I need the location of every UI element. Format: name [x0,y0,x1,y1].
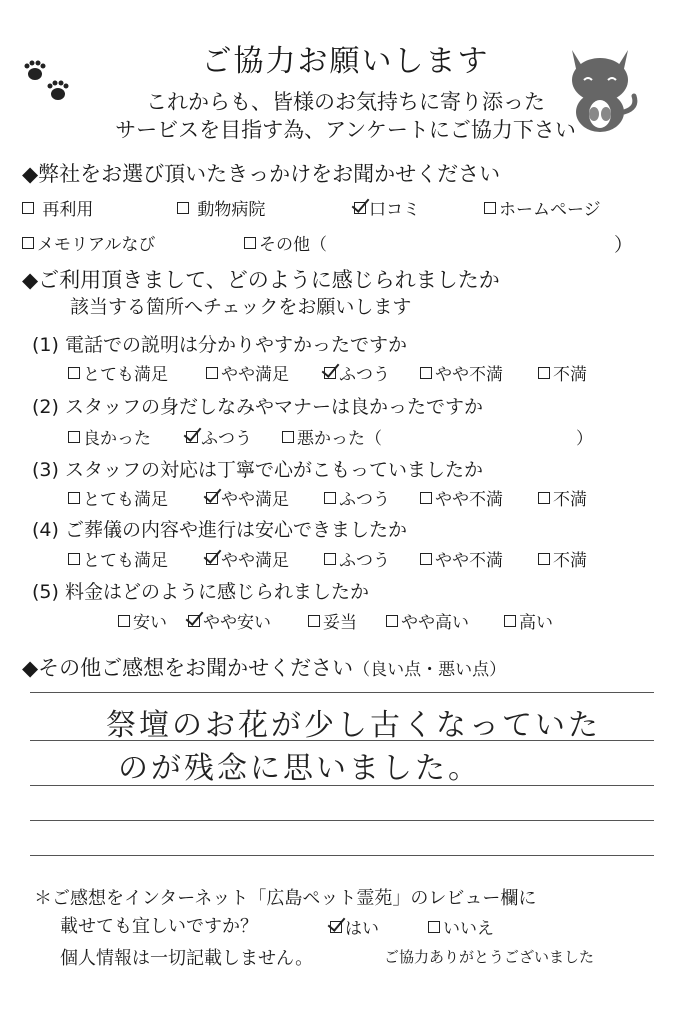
q2-item-2-question: (2) スタッフの身だしなみやマナーは良かったですか [32,396,483,418]
option[interactable]: やや高い [386,608,469,633]
checkbox[interactable] [68,492,80,504]
q1-option-vet[interactable]: 動物病院 [177,195,265,220]
q1-option-homepage[interactable]: ホームページ [484,195,601,220]
q2-item-3-question: (3) スタッフの対応は丁寧で心がこもっていましたか [32,459,483,481]
q2-item-4-question: (4) ご葬儀の内容や進行は安心できましたか [32,519,407,541]
handwritten-answer-line-2: のが残念に思いました。 [118,751,481,786]
checkbox[interactable] [282,431,294,443]
option[interactable]: 高い [504,608,553,633]
q1-option-other[interactable]: その他（ [244,230,327,255]
checkbox[interactable] [68,553,80,565]
checkbox[interactable] [206,492,218,504]
checkbox[interactable] [206,553,218,565]
option[interactable]: ふつう [186,424,252,449]
checkbox[interactable] [308,615,320,627]
page-title: ご協力お願いします [201,44,490,79]
checkbox[interactable] [324,492,336,504]
checkbox[interactable] [68,367,80,379]
checkbox[interactable] [354,202,366,214]
option[interactable]: やや満足 [206,546,289,571]
checkbox[interactable] [22,202,34,214]
option[interactable]: 良かった [68,424,151,449]
intro-line-1: これからも、皆様のお気持ちに寄り添った [146,90,545,114]
q2-item-1-question: (1) 電話での説明は分かりやすかったですか [32,334,407,356]
option[interactable]: やや満足 [206,360,289,385]
footer-privacy-note: 個人情報は一切記載しません。 [60,948,314,969]
checkbox[interactable] [330,921,342,933]
checkbox[interactable] [538,367,550,379]
footer-review-question-2: 載せても宜しいですか？ [60,916,258,937]
option[interactable]: ふつう [324,546,390,571]
footer-review-question: ＊ご感想をインターネット「広島ペット霊苑」のレビュー欄に [34,888,537,909]
answer-line [30,692,654,693]
answer-line [30,820,654,821]
option[interactable]: ふつう [324,360,390,385]
checkbox[interactable] [324,367,336,379]
option[interactable]: ふつう [324,485,390,510]
option[interactable]: 妥当 [308,608,357,633]
checkbox[interactable] [68,431,80,443]
q2-heading: ◆ご利用頂きまして、どのように感じられましたか [22,268,500,292]
answer-line [30,855,654,856]
q1-option-memorial-navi[interactable]: メモリアルなび [22,230,155,255]
option[interactable]: やや安い [188,608,271,633]
option[interactable]: 不満 [538,546,587,571]
q3-heading: ◆その他ご感想をお聞かせください（良い点・悪い点） [22,656,507,680]
checkbox[interactable] [484,202,496,214]
option[interactable]: やや満足 [206,485,289,510]
checkbox[interactable] [420,492,432,504]
option[interactable]: 安い [118,608,167,633]
option[interactable]: 不満 [538,360,587,385]
footer-thanks: ご協力ありがとうございました [384,948,595,966]
checkbox[interactable] [206,367,218,379]
checkbox[interactable] [324,553,336,565]
checkbox[interactable] [118,615,130,627]
q1-option-word-of-mouth[interactable]: 口コミ [354,195,420,220]
q1-heading: ◆弊社をお選び頂いたきっかけをお聞かせください [22,162,501,186]
checkbox[interactable] [386,615,398,627]
option[interactable]: 悪かった（ [282,424,382,449]
checkbox[interactable] [428,921,440,933]
checkbox[interactable] [188,615,200,627]
checkbox[interactable] [244,237,256,249]
q2-subheading: 該当する箇所へチェックをお願いします [70,296,412,318]
checkbox[interactable] [538,553,550,565]
q1-close-paren: ） [614,234,634,256]
checkbox[interactable] [420,553,432,565]
option[interactable]: とても満足 [68,485,168,510]
checkbox[interactable] [420,367,432,379]
q3-heading-note: （良い点・悪い点） [353,660,507,680]
footer-option-yes[interactable]: はい [330,914,379,939]
footer-option-no[interactable]: いいえ [428,914,494,939]
q2-item-5-question: (5) 料金はどのように感じられましたか [32,581,369,603]
checkbox[interactable] [504,615,516,627]
checkbox[interactable] [538,492,550,504]
option[interactable]: とても満足 [68,546,168,571]
checkbox[interactable] [186,431,198,443]
q1-option-reuse[interactable]: 再利用 [22,195,152,220]
q2-item-2-close-paren: ） [576,429,593,449]
option[interactable]: やや不満 [420,485,503,510]
option[interactable]: やや不満 [420,360,503,385]
option[interactable]: やや不満 [420,546,503,571]
checkbox[interactable] [177,202,189,214]
checkbox[interactable] [22,237,34,249]
handwritten-answer-line-1: 祭壇のお花が少し古くなっていた [106,708,601,743]
option[interactable]: とても満足 [68,360,168,385]
intro-line-2: サービスを目指す為、アンケートにご協力下さい [115,118,576,142]
option[interactable]: 不満 [538,485,587,510]
